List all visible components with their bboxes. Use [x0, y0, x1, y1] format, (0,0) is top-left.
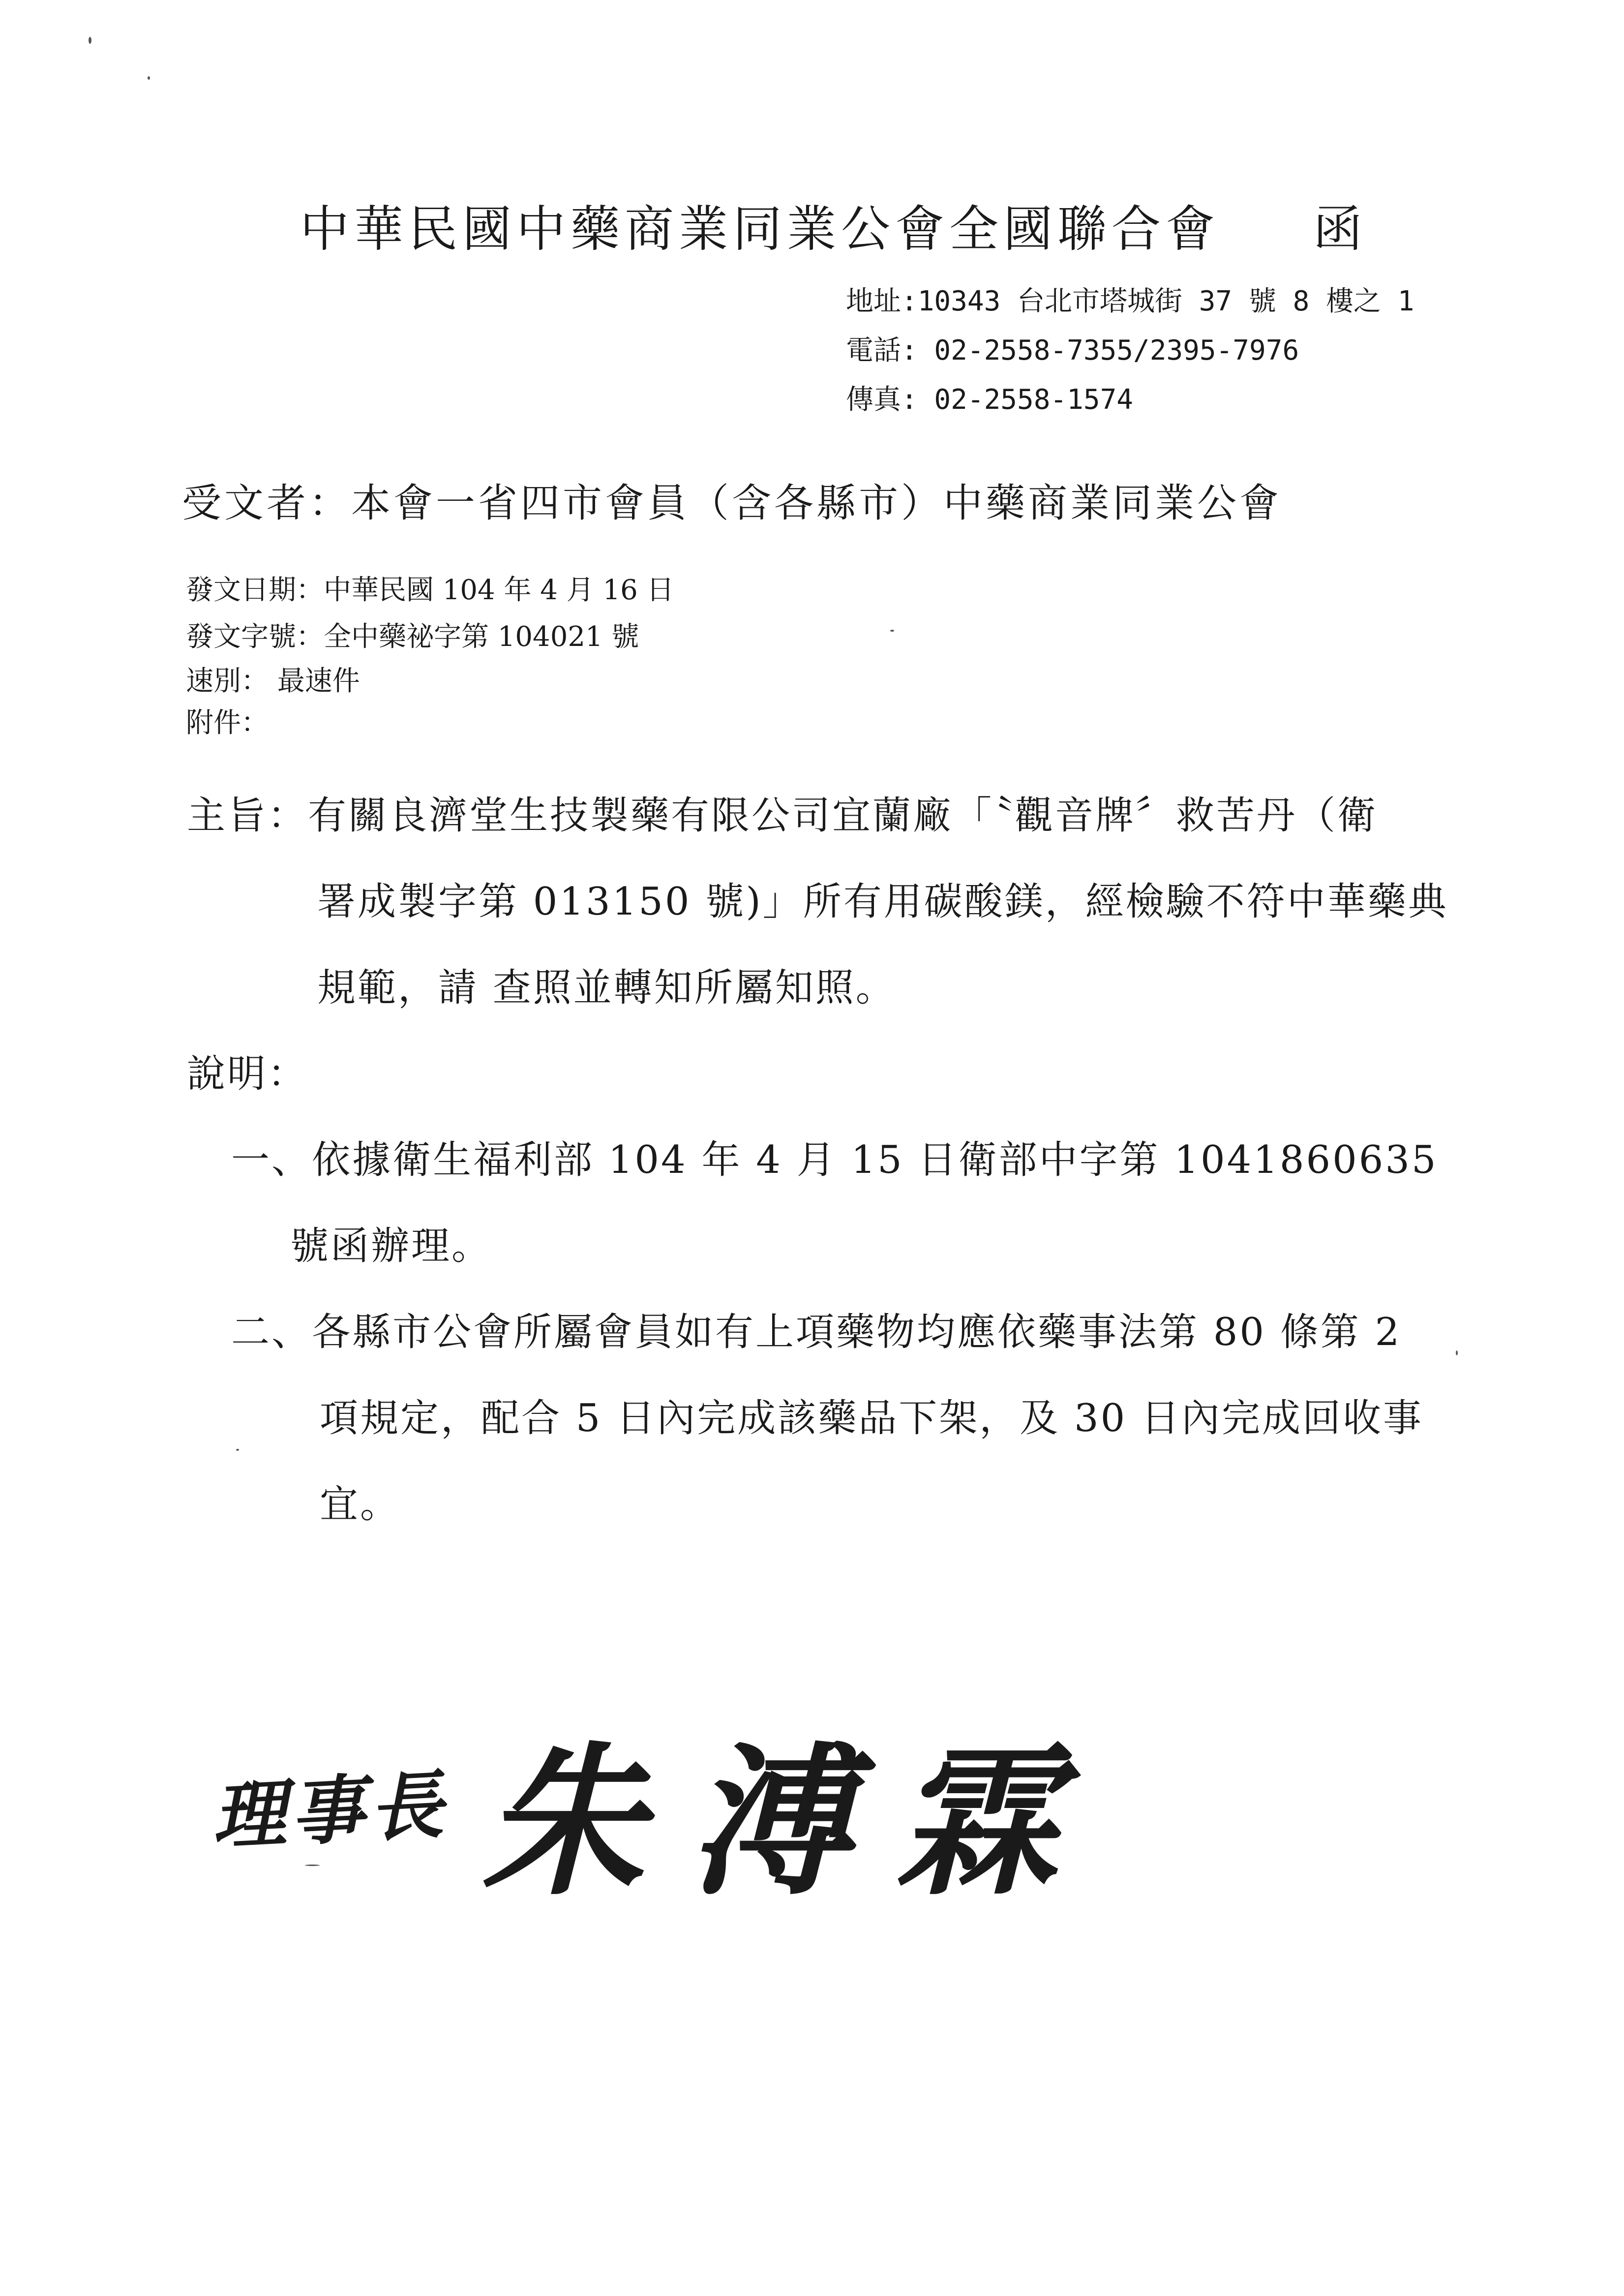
delivery-speed: 速別： 最速件 [186, 665, 360, 697]
subject-line-2: 署成製字第 013150 號)」所有用碳酸鎂，經檢驗不符中華藥典 [317, 880, 1448, 924]
explanation-item-1-line-1: 一、依據衛生福利部 104 年 4 月 15 日衛部中字第 1041860635 [231, 1138, 1438, 1182]
recipient-line: 受文者：本會一省四市會員（含各縣市）中藥商業同業公會 [182, 480, 1282, 526]
issue-date: 發文日期：中華民國 104 年 4 月 16 日 [186, 574, 674, 606]
scan-speck [1456, 1350, 1458, 1355]
scan-speck [305, 1865, 320, 1866]
org-title [300, 189, 1367, 260]
explanation-label: 說明： [187, 1052, 308, 1096]
attachment-line: 附件： [186, 707, 269, 739]
subject-line-1: 主旨：有關良濟堂生技製藥有限公司宜蘭廠「〝觀音牌〞救苦丹（衛 [187, 794, 1378, 838]
org-name: 中華民國中藥商業同業公會全國聯合會 [300, 200, 1220, 258]
scan-speck [236, 1449, 239, 1451]
scan-speck [89, 37, 91, 44]
fax-line: 傳真: 02-2558-1574 [846, 384, 1134, 416]
document-number: 發文字號：全中藥祕字第 104021 號 [186, 621, 639, 653]
signature-title: 理事長 [210, 1761, 450, 1861]
explanation-item-1-line-2: 號函辦理。 [290, 1224, 492, 1268]
scan-speck [890, 630, 894, 632]
doc-kind: 函 [1313, 200, 1367, 258]
phone-line: 電話: 02-2558-7355/2395-7976 [846, 335, 1299, 367]
signature-name: 朱溥霖 [482, 1726, 1102, 1917]
explanation-item-2-line-1: 二、各縣市公會所屬會員如有上項藥物均應依藥事法第 80 條第 2 [231, 1310, 1402, 1354]
scan-speck [148, 76, 150, 80]
explanation-item-2-line-3: 宜。 [320, 1482, 401, 1527]
explanation-item-2-line-2: 項規定，配合 5 日內完成該藥品下架，及 30 日內完成回收事 [320, 1396, 1424, 1440]
subject-line-3: 規範，請 查照並轉知所屬知照。 [317, 966, 896, 1010]
address-line: 地址:10343 台北市塔城街 37 號 8 樓之 1 [846, 285, 1414, 317]
